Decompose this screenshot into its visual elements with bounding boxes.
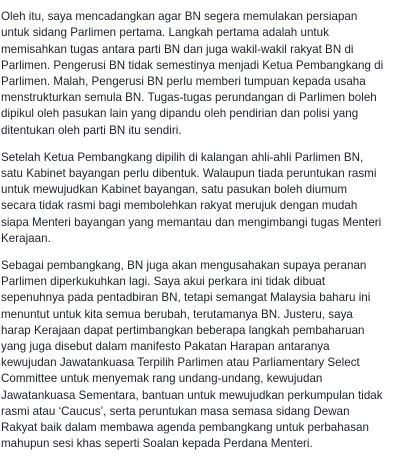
paragraph-2 <box>1 150 400 247</box>
text-line: kewujudan Jawatankuasa Terpilih Parlimen atau Parliamentary Select <box>1 356 360 370</box>
text-line: rasmi atau ‘Caucus’, serta peruntukan masa semasa sidang Dewan <box>1 404 350 418</box>
text-line: sepenuhnya pada pentadbiran BN, tetapi semangat Malaysia baharu ini <box>1 291 371 305</box>
text-line: Oleh itu, saya mencadangkan agar BN segera memulakan persiapan <box>1 10 358 24</box>
post-body-text <box>1 0 400 463</box>
text-line: Committee untuk menyemak rang undang-undang, kewujudan <box>1 372 323 386</box>
text-line: Kerajaan. <box>1 231 51 245</box>
text-line: Setelah Ketua Pembangkang dipilih di kalangan ahli-ahli Parlimen BN, <box>1 150 364 164</box>
text-line: Rakyat baik dalam membawa agenda pembangkang untuk perbahasan <box>1 421 369 435</box>
text-line: mahupun sesi khas seperti Soalan kepada Perdana Menteri. <box>1 437 313 451</box>
text-line: memisahkan tugas antara parti BN dan juga wakil-wakil rakyat BN di <box>1 42 354 56</box>
text-line: Parlimen diperkukuhkan lagi. Saya akui perkara ini tidak dibuat <box>1 275 326 289</box>
text-line: secara tidak rasmi bagi membolehkan rakyat merujuk dengan mudah <box>1 199 358 213</box>
paragraph-3 <box>1 258 400 452</box>
text-line: Parlimen. Malah, Pengerusi BN perlu memberi tumpuan kepada usaha <box>1 75 366 88</box>
text-line: harap Kerajaan dapat pertimbangkan beberapa langkah pembaharuan <box>1 323 365 337</box>
text-line: satu Kabinet bayangan perlu dibentuk. Walaupun tiada peruntukan rasmi <box>1 167 377 181</box>
text-line: ditentukan oleh parti BN itu sendiri. <box>1 123 182 137</box>
text-line: siapa Menteri bayangan yang memantau dan mengimbangi tugas Menteri <box>1 215 382 229</box>
text-line: menstrukturkan semula BN. Tugas-tugas perundangan di Parlimen boleh <box>1 91 377 105</box>
text-line: yang juga disebut dalam manifesto Pakatan Harapan antaranya <box>1 340 330 354</box>
paragraph-1 <box>1 0 400 139</box>
text-line: dipikul oleh pasukan lain yang dipandu oleh pendirian dan polisi yang <box>1 107 359 121</box>
text-line: Parlimen. Pengerusi BN tidak semestinya menjadi Ketua Pembangkang di <box>1 58 384 72</box>
text-line: untuk sidang Parlimen pertama. Langkah pertama adalah untuk <box>1 26 329 40</box>
text-line: menuntut untuk kita semua berubah, terutamanya BN. Justeru, saya <box>1 307 353 321</box>
text-line: Sebagai pembangkang, BN juga akan mengusahakan supaya peranan <box>1 259 367 273</box>
text-line: untuk mewujudkan Kabinet bayangan, satu pasukan boleh diumum <box>1 183 348 197</box>
text-line: Jawatankuasa Sementara, bantuan untuk mewujudkan perkumpulan tidak <box>1 388 383 402</box>
